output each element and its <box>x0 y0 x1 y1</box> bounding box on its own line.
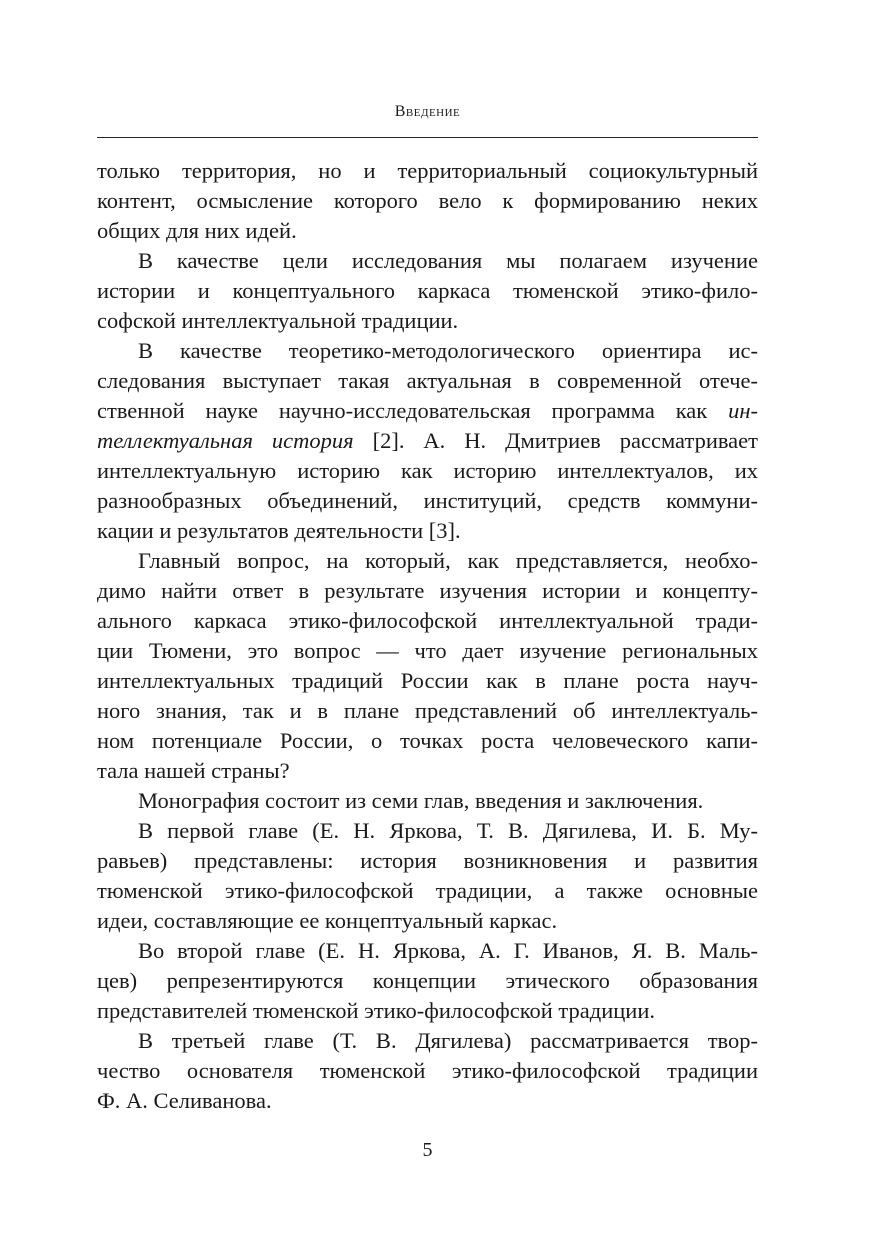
text-line: чество основателя тюменской этико-философской традиции <box>97 1058 758 1083</box>
italic-term: теллектуальная история <box>97 428 354 453</box>
text-line: интеллектуальных традиций России как в плане роста науч- <box>97 668 758 693</box>
italic-term: ин- <box>728 398 758 423</box>
text-line: Главный вопрос, на который, как представляется, необхо- <box>138 548 758 573</box>
text-line: В качестве цели исследования мы полагаем изучение <box>138 248 758 273</box>
text-line: кации и результатов деятельности [3]. <box>97 518 461 543</box>
text-line: Во второй главе (Е. Н. Яркова, А. Г. Иванов, Я. В. Маль- <box>138 938 758 963</box>
text-line: только территория, но и территориальный социокультурный <box>97 158 758 183</box>
text-line: истории и концептуального каркаса тюменской этико-фило- <box>97 278 758 303</box>
text-line: идеи, составляющие ее концептуальный каркас. <box>97 908 558 933</box>
text-line: В первой главе (Е. Н. Яркова, Т. В. Дягилева, И. Б. Му- <box>138 818 758 843</box>
text-line: следования выступает такая актуальная в современной отече- <box>97 368 758 393</box>
text-line: ного знания, так и в плане представлений об интеллектуаль- <box>97 698 758 723</box>
text-line: тюменской этико-философской традиции, а также основные <box>97 878 758 903</box>
page-number: 5 <box>422 1139 433 1161</box>
text-line: ции Тюмени, это вопрос — что дает изучение региональных <box>97 638 758 663</box>
text-line: ном потенциале России, о точках роста человеческого капи- <box>97 728 758 753</box>
text-line: софской интеллектуальной традиции. <box>97 308 459 333</box>
text-line: ального каркаса этико-философской интеллектуальной тради- <box>97 608 758 633</box>
running-head: Введение <box>394 103 461 120</box>
text-line: тала нашей страны? <box>97 758 290 783</box>
text-line: интеллектуальную историю как историю интеллектуалов, их <box>97 458 758 483</box>
text-line: Ф. А. Селиванова. <box>97 1088 272 1113</box>
text-line: общих для них идей. <box>97 218 297 243</box>
text-line: димо найти ответ в результате изучения истории и концепту- <box>97 578 758 603</box>
text-line: контент, осмысление которого вело к формированию неких <box>97 188 758 213</box>
text-segment: ственной науке научно-исследовательская программа как <box>97 398 708 423</box>
text-line: представителей тюменской этико-философской традиции. <box>97 998 655 1023</box>
text-line: В качестве теоретико-методологического ориентира ис- <box>138 338 758 363</box>
text-line: разнообразных объединений, институций, средств коммуни- <box>97 488 758 513</box>
text-line: В третьей главе (Т. В. Дягилева) рассматривается твор- <box>138 1028 758 1053</box>
text-line <box>97 396 758 426</box>
text-segment: [2]. А. Н. Дмитриев рассматривает <box>353 428 758 453</box>
body-text <box>97 156 758 1116</box>
header-rule <box>97 137 758 138</box>
text-line: Монография состоит из семи глав, введения и заключения. <box>138 788 704 813</box>
text-line: равьев) представлены: история возникновения и развития <box>97 848 758 873</box>
text-line <box>97 426 758 456</box>
text-line: цев) репрезентируются концепции этического образования <box>97 968 758 993</box>
